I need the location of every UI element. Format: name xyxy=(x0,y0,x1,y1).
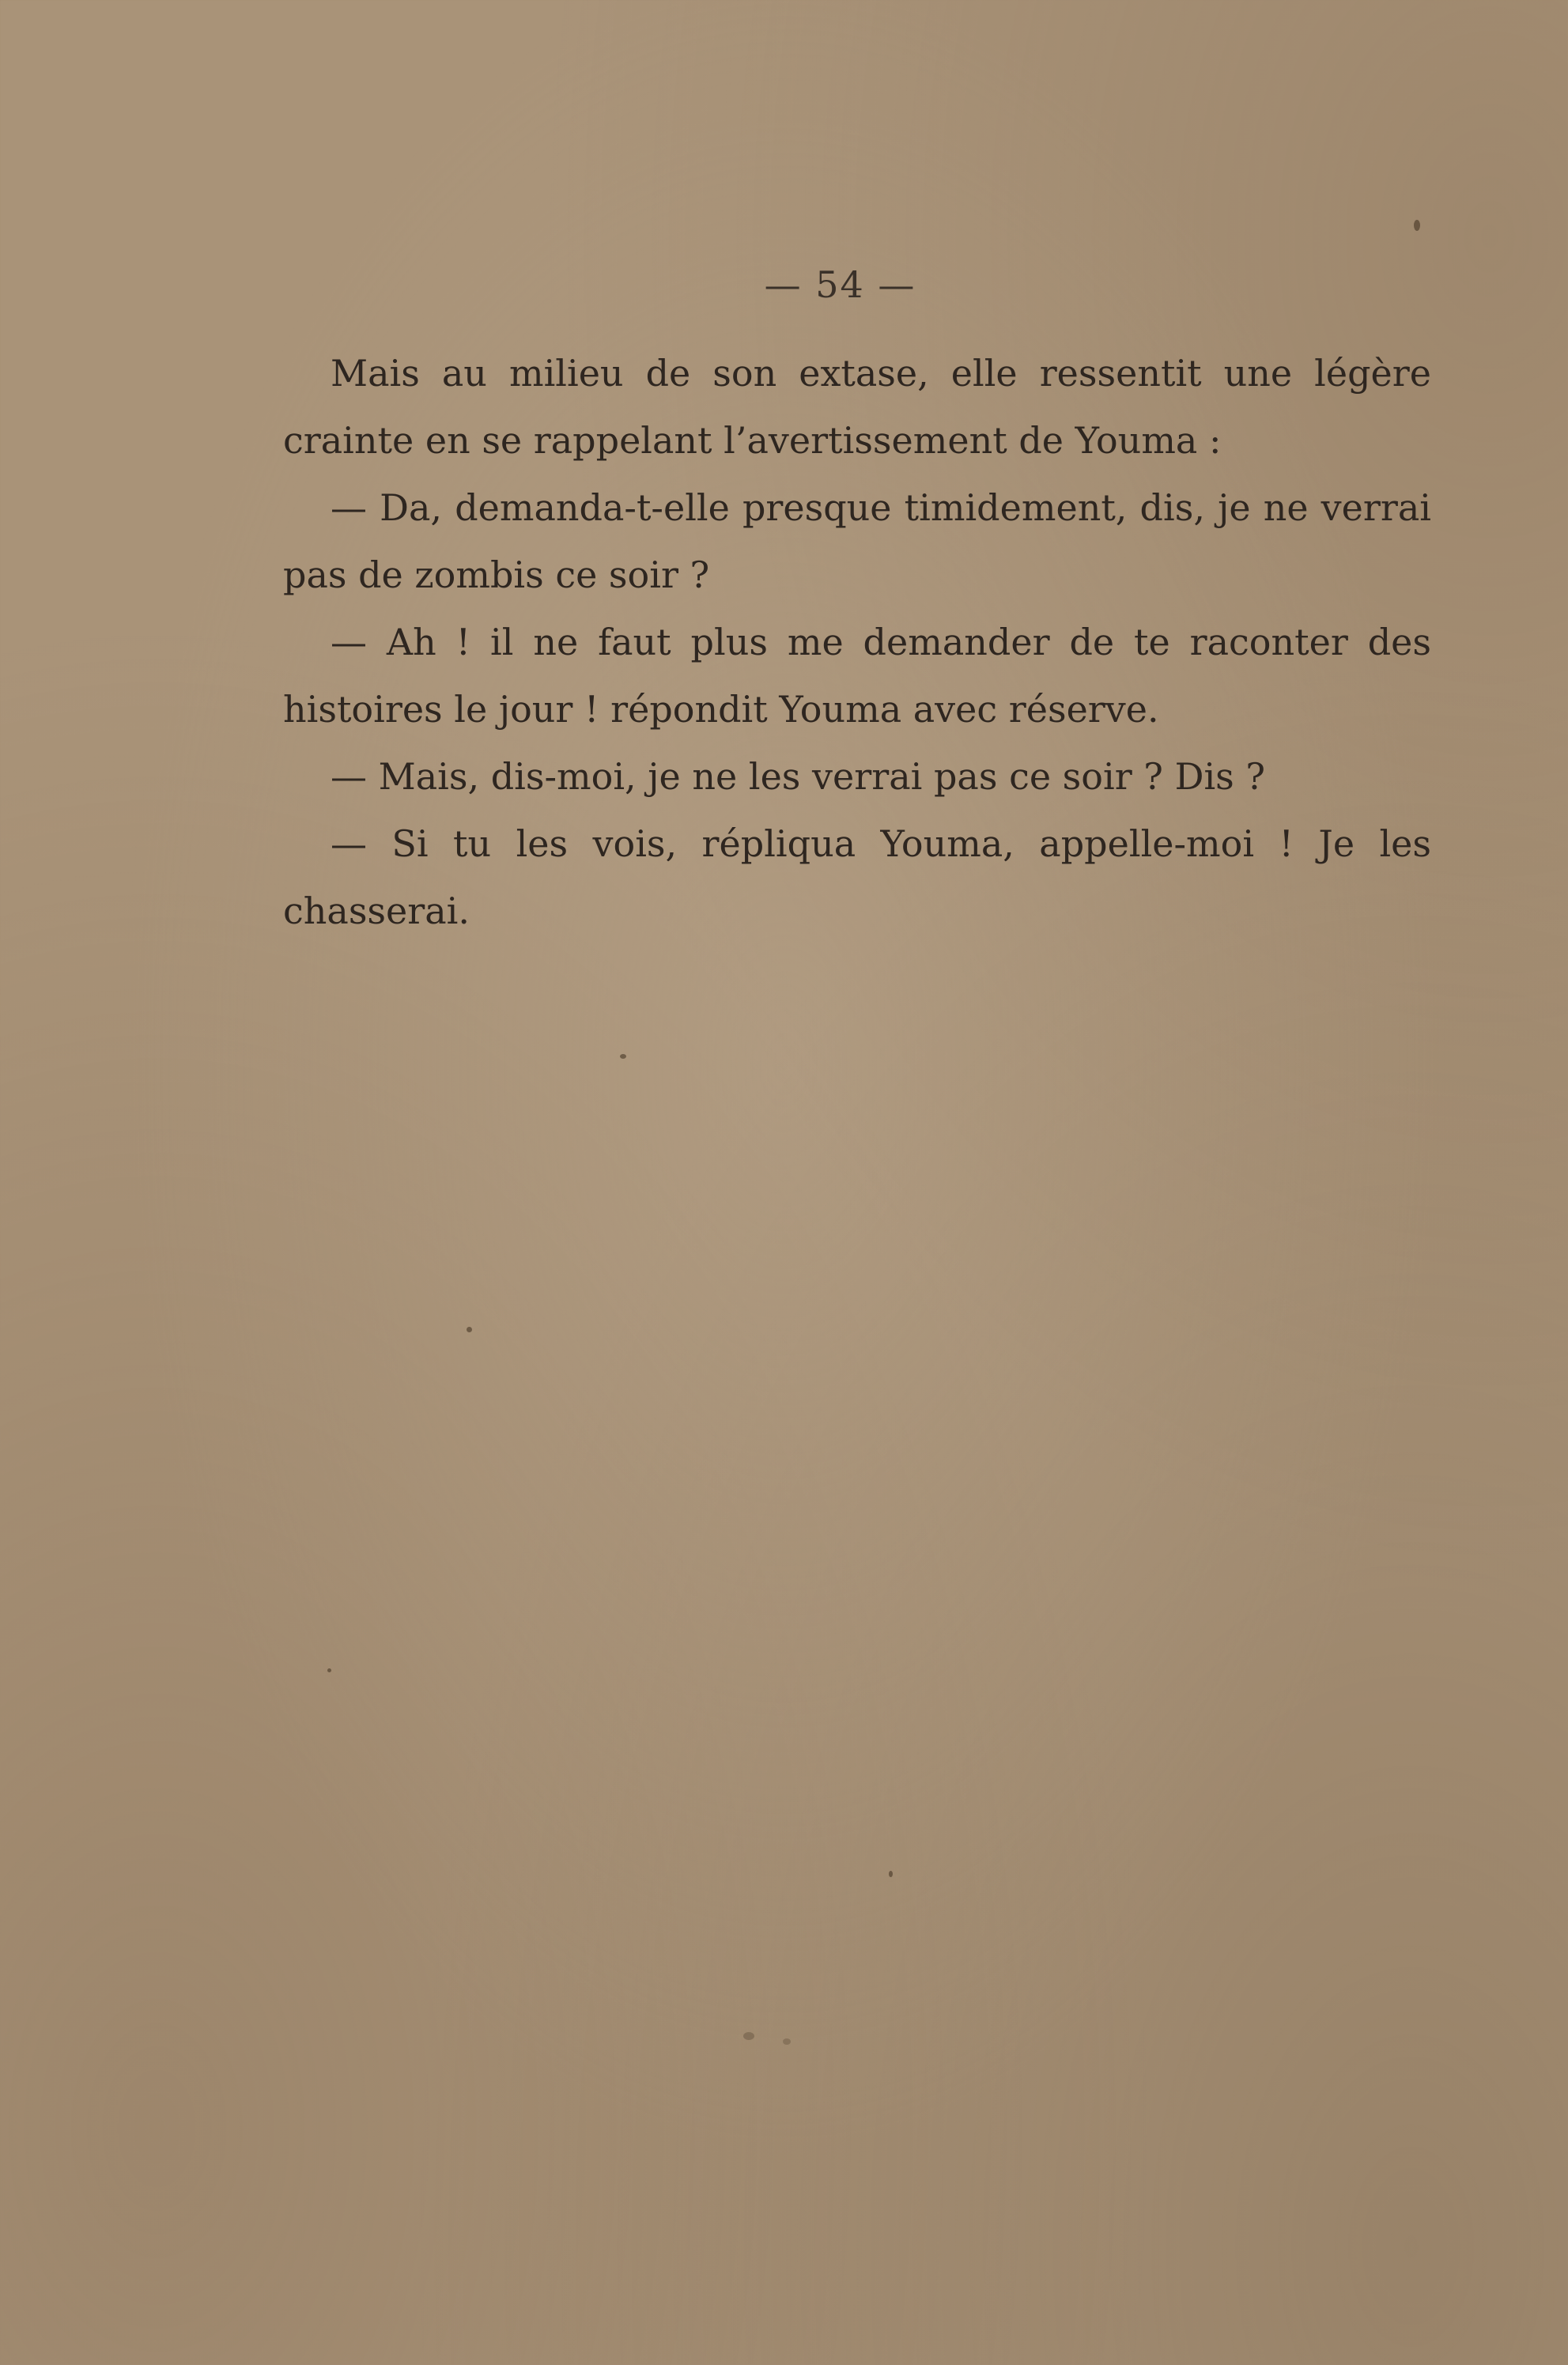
paper-speck xyxy=(327,1668,331,1672)
paragraph-1: Mais au milieu de son extase, elle ressentit une légère crainte en se rappelant l’avertissement de Youma : xyxy=(283,352,1431,462)
body-text xyxy=(283,340,1431,945)
paragraph-3: — Ah ! il ne faut plus me demander de te raconter des histoires le jour ! répondit Youma avec réserve. xyxy=(283,621,1431,731)
paper-speck xyxy=(889,1871,893,1877)
paper-speck xyxy=(1414,220,1420,231)
paragraph-4: — Mais, dis-moi, je ne les verrai pas ce soir ? Dis ? xyxy=(331,755,1266,798)
paragraph-5: — Si tu les vois, répliqua Youma, appelle-moi ! Je les chasserai. xyxy=(283,822,1431,932)
paragraph-2: — Da, demanda-t-elle presque timidement, dis, je ne verrai pas de zombis ce soir ? xyxy=(283,486,1431,596)
paper-speck xyxy=(783,2038,791,2045)
page-number: — 54 — xyxy=(764,263,916,306)
paper-speck xyxy=(467,1327,472,1332)
paper-speck xyxy=(620,1054,626,1059)
paper-speck xyxy=(743,2032,754,2040)
